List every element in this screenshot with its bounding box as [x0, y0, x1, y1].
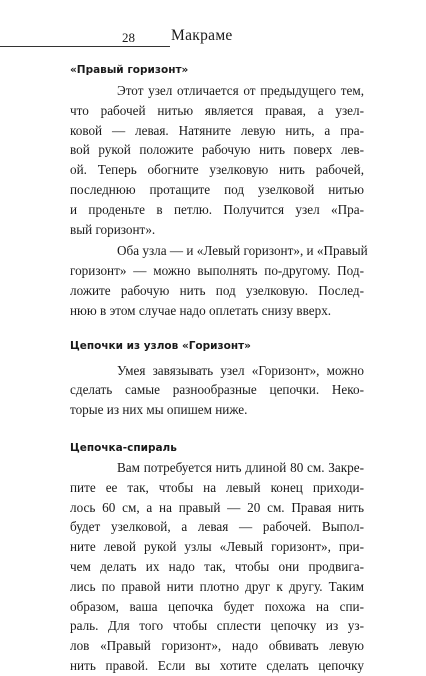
- text-line: образом, ваша цепочка будет похожа на спи-: [70, 598, 364, 614]
- page-body: [70, 64, 368, 676]
- text-line: Умея завязывать узел «Горизонт», можно: [117, 362, 364, 378]
- text-line: вый горизонт».: [70, 221, 156, 237]
- text-line: раль. Для того чтобы сплести цепочку из уз-: [70, 618, 364, 634]
- text-line: нить правой. Если вы хотите сделать цепочку: [70, 657, 364, 673]
- header-rule: [0, 46, 170, 47]
- text-line: Вам потребуется нить длиной 80 см. Закре-: [117, 459, 364, 475]
- text-line: лов «Правый горизонт», надо обвивать левую: [70, 638, 364, 654]
- text-line: Этот узел отличается от предыдущего тем,: [117, 83, 364, 98]
- text-line: чем делать их надо так, чтобы они продвига-: [70, 558, 364, 574]
- text-line: нюю в этом случае надо оплетать снизу вверх.: [70, 302, 332, 318]
- page-number: 28: [122, 30, 135, 45]
- heading-right-horizont: «Правый горизонт»: [70, 64, 189, 76]
- heading-horizont-chains: Цепочки из узлов «Горизонт»: [70, 339, 251, 352]
- text-line: сделать самые разнообразные цепочки. Неко-: [70, 382, 364, 398]
- text-line: горизонт» — можно выполнять по-другому. Под-: [70, 263, 364, 279]
- paragraph: [70, 361, 364, 420]
- text-line: что рабочей нитью является правая, а узел-: [70, 102, 364, 118]
- text-line: пите ее так, чтобы на левый конец приходи-: [70, 479, 364, 495]
- text-line: будет узелковой, а левая — рабочей. Выпол-: [70, 519, 364, 535]
- text-line: торые из них мы опишем ниже.: [70, 402, 248, 418]
- running-title: Макраме: [171, 27, 233, 44]
- text-line: ните левой рукой узлы «Левый горизонт», при-: [70, 539, 364, 555]
- paragraph: [70, 241, 368, 320]
- text-line: лось 60 см, а на правый — 20 см. Правая нить: [70, 499, 364, 515]
- paragraph: [70, 458, 364, 676]
- text-line: вой рукой положите рабочую нить поверх лев-: [70, 142, 364, 158]
- text-line: Оба узла — и «Левый горизонт», и «Правый: [117, 243, 368, 259]
- text-line: последнюю протащите под узелковой нитью: [70, 181, 364, 197]
- heading-spiral-chain: Цепочка-спираль: [70, 441, 177, 454]
- text-line: ковой — левая. Натяните левую нить, а пра-: [70, 122, 364, 138]
- text-line: ой. Теперь обогните узелковую нить рабочей,: [70, 162, 364, 178]
- text-line: ложите рабочую нить под узелковую. Послед-: [70, 282, 364, 298]
- text-line: и проденьте в петлю. Получится узел «Пра-: [70, 201, 364, 217]
- paragraph: [70, 81, 364, 239]
- text-line: лись по правой нити плотно друг к другу. Таким: [70, 578, 364, 594]
